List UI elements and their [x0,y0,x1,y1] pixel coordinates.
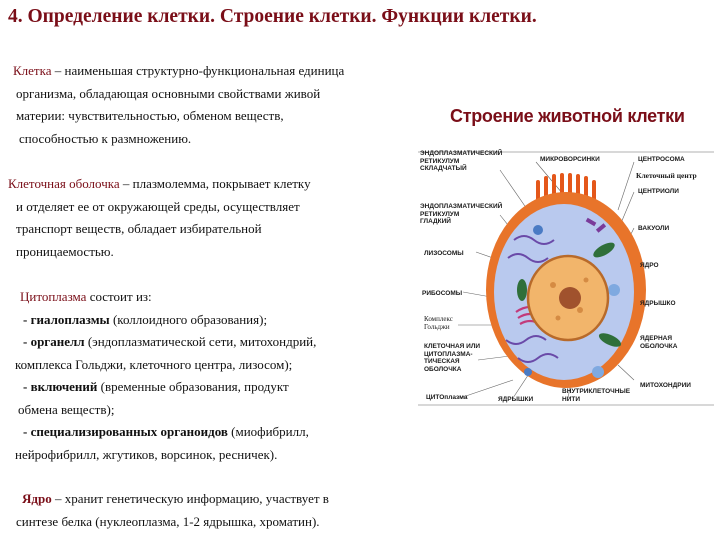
label-centrosome: ЦЕНТРОСОМА [638,156,685,163]
label-microvilli: МИКРОВОРСИНКИ [540,156,600,163]
term-cell: Клетка [13,63,52,78]
label-er-smooth: ЭНДОПЛАЗМАТИЧЕСКИЙ РЕТИКУЛУМ ГЛАДКИЙ [420,203,503,225]
nucleus-definition: Ядро – хранит генетическую информацию, участвует в синтезе белка (нуклеоплазма, 1-2 ядрышка, хроматин). [16,491,329,529]
membrane-definition: Клеточная оболочка – плазмолемма, покрывает клетку и отделяет ее от окружающей среды, осуществляет транспорт веществ, обладает избирательной проницаемостью. [8,176,311,259]
label-nuclear-envelope: ЯДЕРНАЯ ОБОЛОЧКА [640,335,678,350]
term-nucleus: Ядро [22,491,52,506]
label-er-rough: ЭНДОПЛАЗМАТИЧЕСКИЙ РЕТИКУЛУМ СКЛАДЧАТЫЙ [420,150,503,172]
term-membrane: Клеточная оболочка [8,176,120,191]
cell-definition: Клетка – наименьшая структурно-функциональная единица организма, обладающая основными свойствами живой материи: чувствительностью, обменом веществ, способностью к размножению. [13,63,345,146]
label-nucleus: ЯДРО [640,262,659,269]
label-cytoplasm: ЦИТОплазма [426,394,468,401]
label-membrane: КЛЕТОЧНАЯ ИЛИ ЦИТОПЛАЗМА- ТИЧЕСКАЯ ОБОЛОЧКА [424,343,481,373]
label-centrioles: ЦЕНТРИОЛИ [638,188,679,195]
label-inclusions: ВНУТРИКЛЕТОЧНЫЕ НИТИ [562,388,631,403]
label-ribosomes: РИБОСОМЫ [422,290,463,297]
label-mitochondria: МИТОХОНДРИИ [640,382,691,389]
label-nucleoli: ЯДРЫШКИ [498,396,534,403]
nucleolus-shape [559,287,581,309]
label-nucleolus: ЯДРЫШКО [640,300,676,307]
label-vacuoles: ВАКУОЛИ [638,225,670,232]
label-golgi: Комплекс Гольджи [424,315,453,331]
term-cytoplasm: Цитоплазма [20,289,87,304]
cytoplasm-definition: Цитоплазма состоит из: - гиалоплазмы (коллоидного образования); - органелл (эндоплазматической сети, митохондрий, комплекса Гольджи, клеточного центра, лизосом); - включений (временные образования, продукт обмена веществ); - специализированных органоидов (миофибрилл, нейрофибрилл, жгутиков, ворсинок, ресничек). [15,289,317,462]
page-title: 4. Определение клетки. Строение клетки. Функции клетки. [8,6,537,27]
label-cell-center: Клеточный центр [636,171,697,180]
label-lysosomes: ЛИЗОСОМЫ [424,250,464,257]
figure-title: Строение животной клетки [450,106,685,126]
